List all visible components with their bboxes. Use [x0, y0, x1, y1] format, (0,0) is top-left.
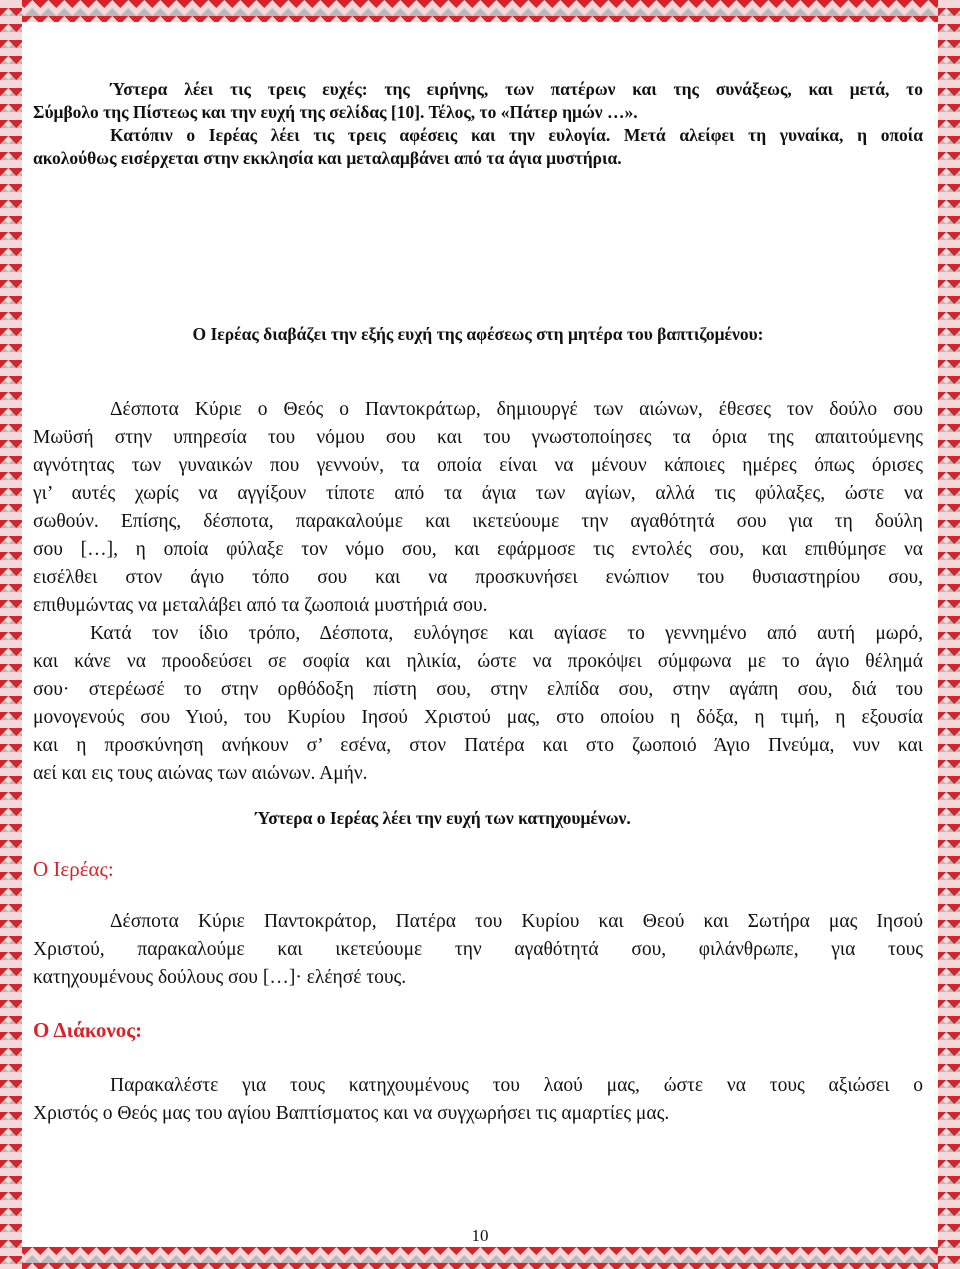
prayer-line: και κάνε να προοδεύσει σε σοφία και ηλικία, ώστε να προκόψει σύμφωνα με το άγιο θέλημά — [33, 651, 923, 672]
label-deacon: Ο Διάκονος: — [33, 1018, 143, 1042]
prayer-line: μονογενούς σου Υιού, του Κυρίου Ιησού Χριστού μας, στο οποίου η δόξα, η τιμή, η εξουσία — [33, 707, 923, 728]
prayer-line: αγνότητας των γυναικών που γεννούν, τα οποία είναι να μένουν κάποιες ημέρες όπως όρισες — [33, 455, 923, 476]
prayer-absolution — [33, 396, 923, 620]
prayer-line: Μωϋσή στην υπηρεσία του νόμου σου και του γνωστοποίησες τα όρια της απαιτούμενης — [33, 427, 923, 448]
heading-catechumens: Ύστερα ο Ιερέας λέει την ευχή των κατηχουμένων. — [255, 808, 631, 828]
decorative-border-left — [0, 0, 22, 1269]
prayer-line: Κατά τον ίδιο τρόπο, Δέσποτα, ευλόγησε και αγίασε το γεννημένο από αυτή μωρό, — [90, 623, 923, 644]
prayer-line: επιθυμώντας να μεταλάβει από τα ζωοποιά μυστήριά σου. — [33, 595, 488, 616]
prayer-line: εισέλθει στον άγιο τόπο σου και να προσκυνήσει ενώπιον του θυσιαστηρίου σου, — [33, 567, 923, 588]
prayer-line: Δέσποτα Κύριε ο Θεός ο Παντοκράτωρ, δημιουργέ των αιώνων, έθεσες τον δούλο σου — [110, 399, 923, 420]
intro-line: ακολούθως εισέρχεται στην εκκλησία και μεταλαμβάνει από τα άγια μυστήρια. — [33, 148, 622, 168]
intro-instructions — [33, 78, 923, 170]
label-priest: Ο Ιερέας: — [33, 857, 114, 881]
prayer-line: σωθούν. Επίσης, δέσποτα, παρακαλούμε και ικετεύουμε την αγαθότητά σου για τη δούλη — [33, 511, 923, 532]
prayer-child-blessing — [33, 620, 923, 788]
heading-absolution: Ο Ιερέας διαβάζει την εξής ευχή της αφέσεως στη μητέρα του βαπτιζομένου: — [192, 324, 764, 344]
prayer-line: Χριστός ο Θεός μας του αγίου Βαπτίσματος και να συγχωρήσει τις αμαρτίες μας. — [33, 1103, 670, 1124]
prayer-line: γι’ αυτές χωρίς να αγγίξουν τίποτε από τα άγια των αγίων, αλλά τις φύλαξες, ώστε να — [33, 483, 923, 504]
decorative-border-top — [0, 0, 960, 22]
intro-line: Ύστερα λέει τις τρεις ευχές: της ειρήνης, των πατέρων και της συνάξεως, και μετά, το — [110, 79, 923, 99]
intro-line: Κατόπιν ο Ιερέας λέει τις τρεις αφέσεις και την ευλογία. Μετά αλείφει τη γυναίκα, η οποία — [110, 125, 923, 145]
prayer-line: Παρακαλέστε για τους κατηχουμένους του λαού μας, ώστε να τους αξιώσει ο — [110, 1075, 923, 1096]
deacon-exhortation — [33, 1072, 923, 1128]
prayer-line: Δέσποτα Κύριε Παντοκράτορ, Πατέρα του Κυρίου και Θεού και Σωτήρα μας Ιησού — [110, 911, 923, 932]
prayer-line: και η προσκύνηση ανήκουν σ’ εσένα, στον Πατέρα και στο ζωοποιό Άγιο Πνεύμα, νυν και — [33, 735, 923, 756]
prayer-line: αεί και εις τους αιώνας των αιώνων. Αμήν. — [33, 763, 368, 784]
decorative-border-bottom — [0, 1247, 960, 1269]
prayer-line: Χριστού, παρακαλούμε και ικετεύουμε την αγαθότητά σου, φιλάνθρωπε, για τους — [33, 939, 923, 960]
page-number: 10 — [471, 1226, 489, 1245]
prayer-catechumens — [33, 908, 923, 992]
intro-line: Σύμβολο της Πίστεως και την ευχή της σελίδας [10]. Τέλος, το «Πάτερ ημών …». — [33, 102, 638, 122]
prayer-line: σου […], η οποία φύλαξε τον νόμο σου, και εφάρμοσε τις εντολές σου, και επιθύμησε να — [33, 539, 923, 560]
prayer-line: σου· στερέωσέ το στην ορθόδοξη πίστη σου, στην ελπίδα σου, στην αγάπη σου, διά του — [33, 679, 923, 700]
decorative-border-right — [938, 0, 960, 1269]
prayer-line: κατηχουμένους δούλους σου […]· ελέησέ τους. — [33, 967, 407, 988]
